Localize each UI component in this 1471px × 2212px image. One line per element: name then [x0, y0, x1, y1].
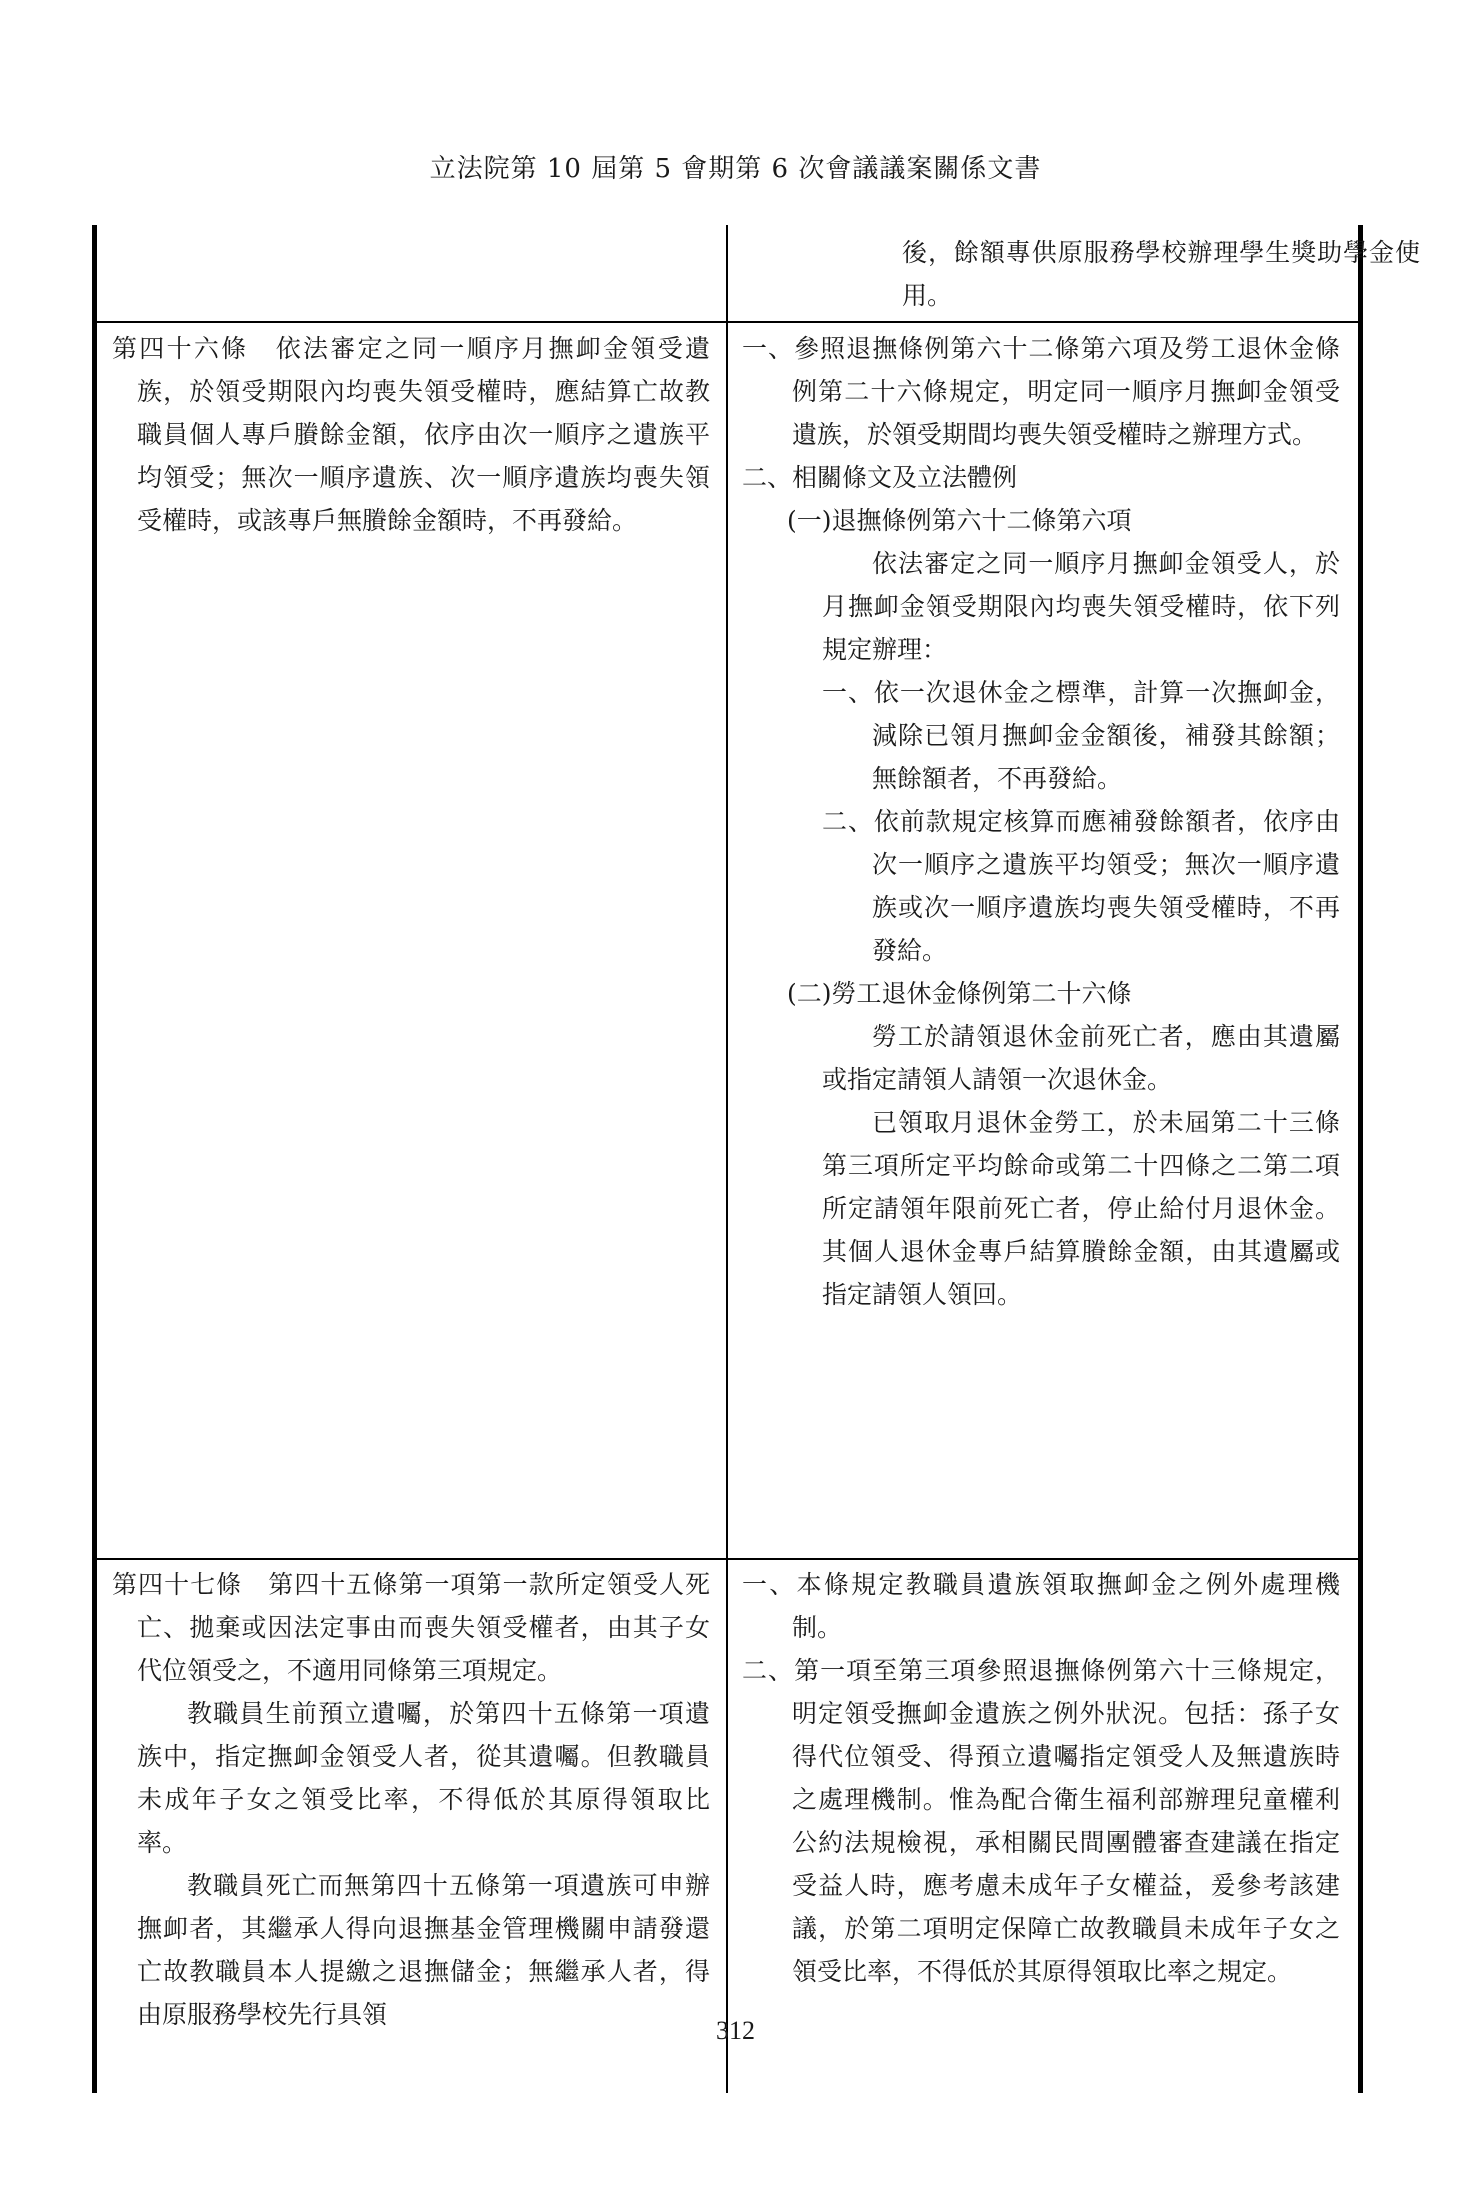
document-header: 立法院第 10 屆第 5 會期第 6 次會議議案關係文書	[429, 154, 1042, 184]
page-number: 312	[716, 2016, 755, 2045]
article-paragraph: 教職員死亡而無第四十五條第一項遺族可申辦撫卹者，其繼承人得向退撫基金管理機關申請發還亡故教職員本人提繳之退撫儲金；無繼承人者，得由原服務學校先行具領	[137, 1871, 710, 2029]
quoted-enum-item: 一、依一次退休金之標準，計算一次撫卹金，減除已領月撫卹金金額後，補發其餘額；無餘額者，不再發給。	[822, 678, 1340, 793]
table-left-border	[92, 225, 97, 2093]
explanation-item: 二、相關條文及立法體例	[742, 463, 1018, 492]
quoted-paragraph: 依法審定之同一順序月撫卹金領受人，於月撫卹金領受期限內均喪失領受權時，依下列規定辦理：	[822, 549, 1340, 664]
explanation-item: 二、第一項至第三項參照退撫條例第六十三條規定，明定領受撫卹金遺族之例外狀況。包括：孫子女得代位領受、得預立遺囑指定領受人及無遺族時之處理機制。惟為配合衛生福利部辦理兒童權利公約法規檢視，承相關民間團體審查建議在指定受益人時，應考慮未成年子女權益，爰參考該建議，於第二項明定保障亡故教職員未成年子女之領受比率，不得低於其原得領取比率之規定。	[742, 1656, 1340, 1986]
table-row-divider	[92, 321, 1363, 323]
sub-heading: (二)勞工退休金條例第二十六條	[787, 979, 1132, 1008]
table-column-divider	[726, 225, 728, 2093]
table-right-border	[1358, 225, 1363, 2093]
row1-explanation	[742, 231, 1420, 317]
quoted-paragraph: 勞工於請領退休金前死亡者，應由其遺屬或指定請領人請領一次退休金。	[822, 1022, 1340, 1094]
row3-article-text	[112, 1563, 710, 2036]
explanation-continuation: 後，餘額專供原服務學校辦理學生獎助學金使用。	[902, 238, 1420, 310]
row2-explanation	[742, 327, 1340, 1316]
quoted-enum-item: 二、依前款規定核算而應補發餘額者，依序由次一順序之遺族平均領受；無次一順序遺族或次一順序遺族均喪失領受權時，不再發給。	[822, 807, 1340, 965]
row2-article-text	[112, 327, 710, 542]
quoted-paragraph: 已領取月退休金勞工，於未屆第二十三條第三項所定平均餘命或第二十四條之二第二項所定請領年限前死亡者，停止給付月退休金。其個人退休金專戶結算賸餘金額，由其遺屬或指定請領人領回。	[822, 1108, 1340, 1309]
article-paragraph: 教職員生前預立遺囑，於第四十五條第一項遺族中，指定撫卹金領受人者，從其遺囑。但教職員未成年子女之領受比率，不得低於其原得領取比率。	[137, 1699, 710, 1857]
table-row-divider	[92, 1558, 1363, 1560]
sub-heading: (一)退撫條例第六十二條第六項	[787, 506, 1132, 535]
explanation-item: 一、本條規定教職員遺族領取撫卹金之例外處理機制。	[742, 1570, 1340, 1642]
row3-explanation	[742, 1563, 1340, 1993]
article-46: 第四十六條 依法審定之同一順序月撫卹金領受遺族，於領受期限內均喪失領受權時，應結算亡故教職員個人專戶賸餘金額，依序由次一順序之遺族平均領受；無次一順序遺族、次一順序遺族均喪失領受權時，或該專戶無賸餘金額時，不再發給。	[112, 334, 710, 535]
explanation-item: 一、參照退撫條例第六十二條第六項及勞工退休金條例第二十六條規定，明定同一順序月撫卹金領受遺族，於領受期間均喪失領受權時之辦理方式。	[742, 334, 1340, 449]
article-47: 第四十七條 第四十五條第一項第一款所定領受人死亡、拋棄或因法定事由而喪失領受權者，由其子女代位領受之，不適用同條第三項規定。	[112, 1570, 710, 1685]
